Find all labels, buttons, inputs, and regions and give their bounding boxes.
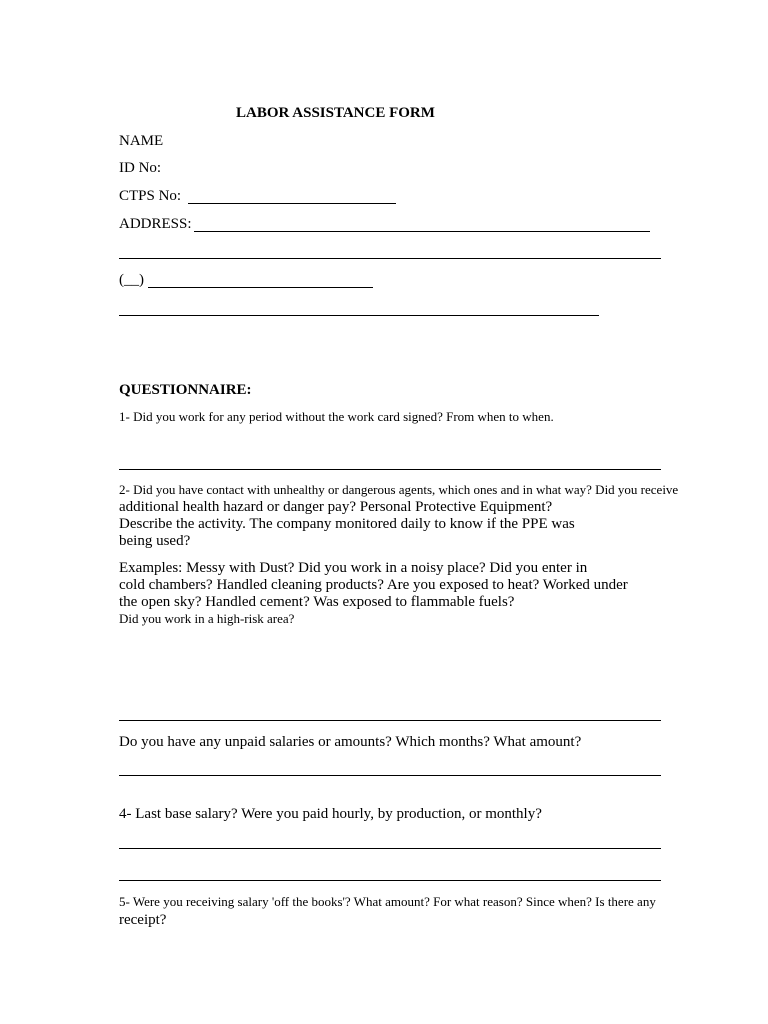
phone-field-line[interactable] (148, 287, 373, 288)
questionnaire-heading: QUESTIONNAIRE: (119, 382, 252, 398)
question-1: 1- Did you work for any period without the work card signed? From when to when. (119, 409, 554, 424)
ctps-field-line[interactable] (188, 203, 396, 204)
question-4-answer-line-2[interactable] (119, 880, 661, 881)
question-4: 4- Last base salary? Were you paid hourly, by production, or monthly? (119, 806, 542, 822)
examples-line-3: the open sky? Handled cement? Was exposed to flammable fuels? (119, 594, 515, 610)
id-label: ID No: (119, 160, 162, 176)
question-1-answer-line[interactable] (119, 469, 661, 470)
examples-line-4: Did you work in a high-risk area? (119, 611, 295, 626)
question-4-answer-line-1[interactable] (119, 848, 661, 849)
name-label: NAME (119, 133, 164, 149)
question-3: Do you have any unpaid salaries or amounts? Which months? What amount? (119, 734, 582, 750)
examples-line-1: Examples: Messy with Dust? Did you work in a noisy place? Did you enter in (119, 560, 588, 576)
address-field-line[interactable] (194, 231, 650, 232)
ctps-label: CTPS No: (119, 188, 182, 204)
phone-area-code-label: (__) (119, 272, 144, 288)
form-title: LABOR ASSISTANCE FORM (236, 105, 435, 121)
question-2-line-2: additional health hazard or danger pay? Personal Protective Equipment? (119, 499, 553, 515)
address-label: ADDRESS: (119, 216, 192, 232)
question-3-answer-line[interactable] (119, 775, 661, 776)
address-continuation-line[interactable] (119, 258, 661, 259)
question-2-line-1: 2- Did you have contact with unhealthy or dangerous agents, which ones and in what way? Did you receive (119, 482, 679, 497)
question-5-line-2: receipt? (119, 912, 167, 928)
question-2-line-3: Describe the activity. The company monitored daily to know if the PPE was (119, 516, 575, 532)
examples-line-2: cold chambers? Handled cleaning products? Are you exposed to heat? Worked under (119, 577, 628, 593)
question-5-line-1: 5- Were you receiving salary 'off the books'? What amount? For what reason? Since when? Is there any (119, 894, 656, 909)
question-2-line-4: being used? (119, 533, 191, 549)
question-2-answer-line[interactable] (119, 720, 661, 721)
extra-info-line[interactable] (119, 315, 599, 316)
